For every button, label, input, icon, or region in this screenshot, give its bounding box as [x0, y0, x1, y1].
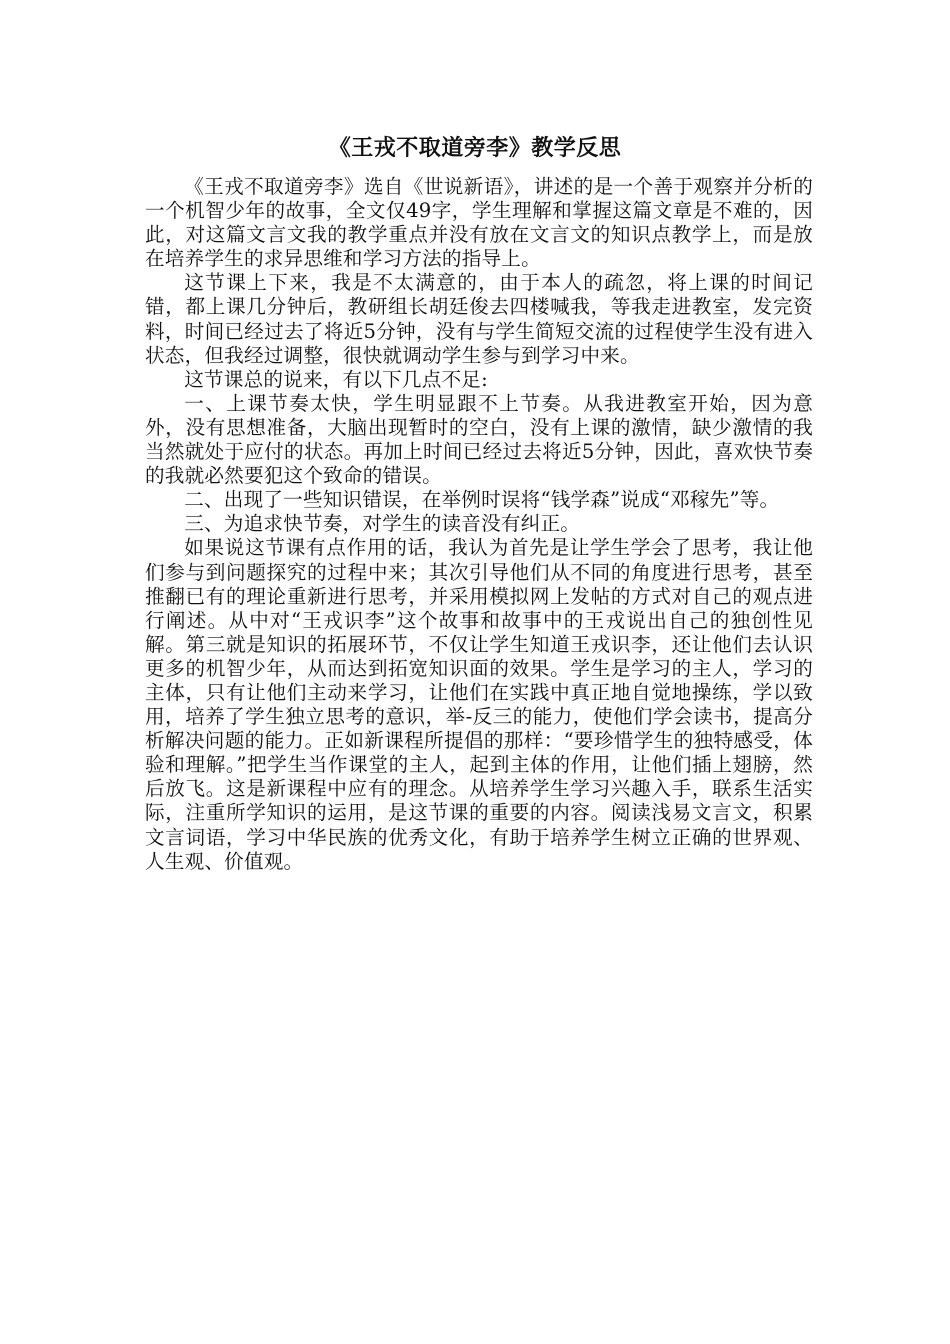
paragraph-shortcoming-3: 三、为追求快节奏，对学生的读音没有纠正。 [184, 512, 581, 536]
document-title: 《王戎不取道旁李》教学反思 [328, 136, 622, 161]
paragraph-shortcomings-heading: 这节课总的说来，有以下几点不足: [184, 367, 488, 391]
paragraph-shortcoming-1: 一、上课节奏太快，学生明显跟不上节奏。从我进教室开始，因为意外，没有思想准备，大脑出现暂时的空白，没有上课的激情，缺少激情的我当然就处于应付的状态。再加上时间已经过去将近5分钟，因此，喜欢快节奏的我就必然要犯这个致命的错误。 [145, 391, 813, 488]
paragraph-shortcoming-2: 二、出现了一些知识错误，在举例时误将“钱学森”说成“邓稼先”等。 [184, 488, 780, 512]
paragraph-strengths: 如果说这节课有点作用的话，我认为首先是让学生学会了思考，我让他们参与到问题探究的过程中来；其次引导他们从不同的角度进行思考，甚至推翻已有的理论重新进行思考，并采用模拟网上发帖的方式对自己的观点进行阐述。从中对“王戎识李”这个故事和故事中的王戎说出自己的独创性见解。第三就是知识的拓展环节，不仅让学生知道王戎识李，还让他们去认识更多的机智少年，从而达到拓宽知识面的效果。学生是学习的主人，学习的主体，只有让他们主动来学习，让他们在实践中真正地自觉地操练，学以致用，培养了学生独立思考的意识，举-反三的能力，使他们学会读书，提高分析解决问题的能力。正如新课程所提倡的那样：“要珍惜学生的独特感受，体验和理解。”把学生当作课堂的主人，起到主体的作用，让他们插上翅膀，然后放飞。这是新课程中应有的理念。从培养学生学习兴趣入手，联系生活实际，注重所学知识的运用，是这节课的重要的内容。阅读浅易文言文，积累文言词语，学习中华民族的优秀文化，有助于培养学生树立正确的世界观、人生观、价值观。 [145, 536, 813, 873]
document-body [145, 175, 813, 874]
paragraph-intro: 《王戎不取道旁李》选自《世说新语》，讲述的是一个善于观察并分析的一个机智少年的故事，全文仅49字，学生理解和掌握这篇文章是不难的，因此，对这篇文言文我的教学重点并没有放在文言文的知识点教学上，而是放在培养学生的求异思维和学习方法的指导上。 [145, 175, 813, 271]
paragraph-lesson-review: 这节课上下来，我是不太满意的，由于本人的疏忽，将上课的时间记错，都上课几分钟后，教研组长胡廷俊去四楼喊我，等我走进教室，发完资料，时间已经过去了将近5分钟，没有与学生简短交流的过程使学生没有进入状态，但我经过调整，很快就调动学生参与到学习中来。 [145, 271, 813, 367]
